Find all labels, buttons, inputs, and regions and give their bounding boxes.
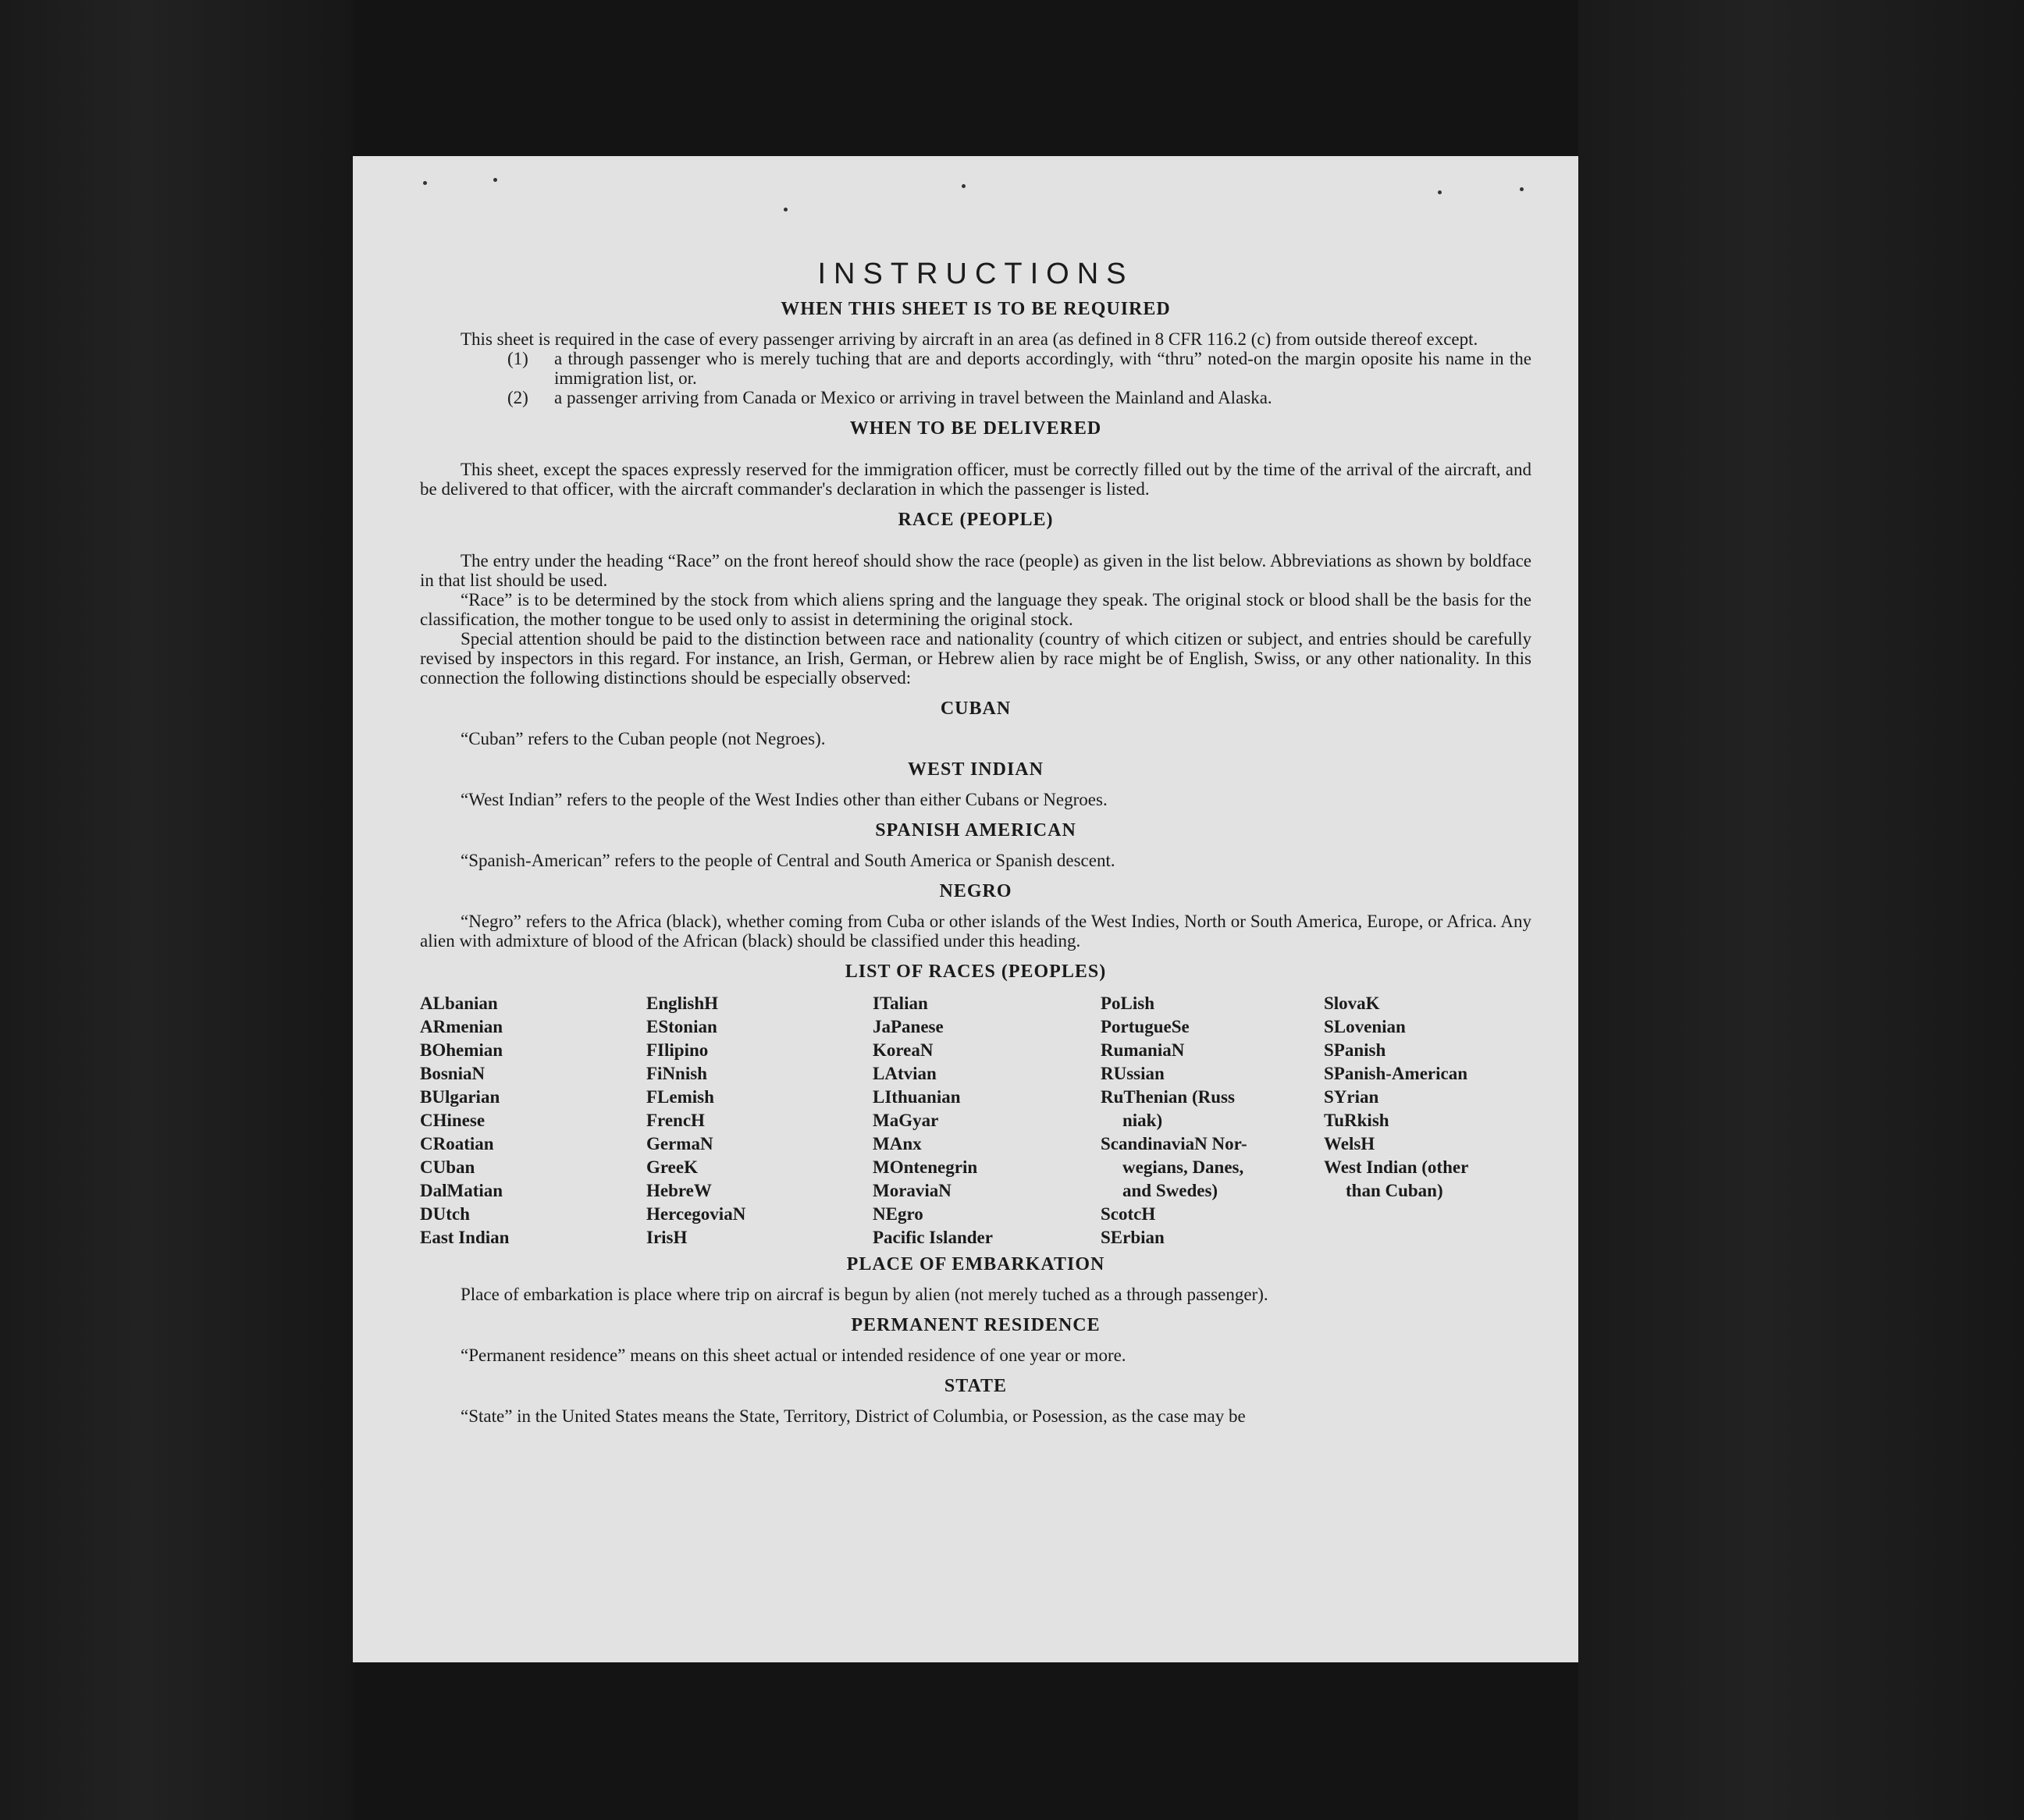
- races-list: [420, 992, 1531, 1249]
- race-entry: IrisH: [646, 1228, 688, 1247]
- item-number: (2): [507, 388, 528, 407]
- race-entry: SLovenian: [1324, 1017, 1406, 1036]
- race-entry: MAnx: [873, 1134, 922, 1153]
- race-entry-continued: niak): [1122, 1111, 1163, 1130]
- race-entry: ITalian: [873, 994, 928, 1013]
- race-entry: East Indian: [420, 1228, 510, 1247]
- race-entry: FrencH: [646, 1111, 705, 1130]
- race-entry: BUlgarian: [420, 1087, 500, 1107]
- section-heading-required: WHEN THIS SHEET IS TO BE REQUIRED: [781, 299, 1171, 319]
- race-entry: LAtvian: [873, 1064, 937, 1083]
- race-entry: LIthuanian: [873, 1087, 961, 1107]
- speck: [1520, 187, 1524, 191]
- race-entry: MoraviaN: [873, 1181, 952, 1200]
- race-entry: SPanish-American: [1324, 1064, 1467, 1083]
- race-entry: RumaniaN: [1101, 1040, 1185, 1060]
- delivered-text: This sheet, except the spaces expressly reserved for the immigration officer, must be correctly filled out by the time of the arrival of the aircraft, and be delivered to that officer, with the aircraft commander's declaration in which the passenger is listed.: [420, 460, 1531, 499]
- race-entry: PoLish: [1101, 994, 1155, 1013]
- embarkation-text: Place of embarkation is place where trip on aircraf is begun by alien (not merely tuched as a through passenger).: [461, 1285, 1268, 1304]
- section-heading-state: STATE: [944, 1376, 1008, 1396]
- race-entry: GermaN: [646, 1134, 713, 1153]
- spanish-american-text: “Spanish-American” refers to the people of Central and South America or Spanish descent.: [461, 851, 1115, 870]
- race-entry: RuThenian (Russ: [1101, 1087, 1235, 1107]
- race-entry: ScandinaviaN Nor-: [1101, 1134, 1247, 1153]
- race-entry: FLemish: [646, 1087, 714, 1107]
- race-entry: MaGyar: [873, 1111, 939, 1130]
- race-entry: WelsH: [1324, 1134, 1375, 1153]
- speck: [962, 184, 966, 188]
- race-entry: SPanish: [1324, 1040, 1386, 1060]
- race-entry: ARmenian: [420, 1017, 503, 1036]
- race-entry: FIlipino: [646, 1040, 709, 1060]
- required-item-2: [420, 388, 1531, 407]
- section-heading-spanish-american: SPANISH AMERICAN: [875, 820, 1076, 841]
- race-entry: DUtch: [420, 1204, 470, 1224]
- race-entry: CHinese: [420, 1111, 486, 1130]
- page-title: INSTRUCTIONS: [817, 258, 1134, 290]
- section-heading-residence: PERMANENT RESIDENCE: [851, 1315, 1101, 1335]
- race-entry: HercegoviaN: [646, 1204, 746, 1224]
- race-entry: SErbian: [1101, 1228, 1165, 1247]
- residence-text: “Permanent residence” means on this sheet actual or intended residence of one year or more.: [461, 1345, 1126, 1365]
- section-heading-embarkation: PLACE OF EMBARKATION: [846, 1254, 1105, 1274]
- race-entry: GreeK: [646, 1157, 698, 1177]
- race-entry: ALbanian: [420, 994, 498, 1013]
- speck: [423, 181, 427, 185]
- race-entry: BosniaN: [420, 1064, 486, 1083]
- race-entry: TuRkish: [1324, 1111, 1389, 1130]
- race-entry-continued: and Swedes): [1122, 1181, 1218, 1200]
- race-entry: RUssian: [1101, 1064, 1165, 1083]
- race-entry: West Indian (other: [1324, 1157, 1469, 1177]
- races-column-5: [1324, 992, 1527, 1249]
- race-entry: EnglishH: [646, 994, 719, 1013]
- document-page: [353, 156, 1578, 1662]
- race-entry: Pacific Islander: [873, 1228, 993, 1247]
- state-text: “State” in the United States means the State, Territory, District of Columbia, or Posession, as the case may be: [461, 1406, 1246, 1426]
- required-item-1: [420, 349, 1531, 388]
- race-entry: ScotcH: [1101, 1204, 1156, 1224]
- race-entry: SlovaK: [1324, 994, 1380, 1013]
- required-intro: This sheet is required in the case of every passenger arriving by aircraft in an area (as defined in 8 CFR 116.2 (c) from outside thereof except.: [461, 329, 1478, 349]
- race-paragraph: “Race” is to be determined by the stock from which aliens spring and the language they speak. The original stock or blood shall be the basis for the classification, the mother tongue to be used only to assist in determining the original stock.: [420, 590, 1531, 629]
- race-entry: JaPanese: [873, 1017, 944, 1036]
- speck: [784, 208, 788, 212]
- section-heading-cuban: CUBAN: [940, 698, 1012, 719]
- race-entry: HebreW: [646, 1181, 712, 1200]
- race-entry: BOhemian: [420, 1040, 503, 1060]
- race-entry: NEgro: [873, 1204, 923, 1224]
- race-entry: MOntenegrin: [873, 1157, 978, 1177]
- race-paragraph: The entry under the heading “Race” on the front hereof should show the race (people) as given in the list below. Abbreviations as shown by boldface in that list should be used.: [420, 551, 1531, 590]
- section-heading-west-indian: WEST INDIAN: [908, 759, 1044, 780]
- item-number: (1): [507, 349, 528, 368]
- section-heading-delivered: WHEN TO BE DELIVERED: [849, 418, 1102, 439]
- race-entry: KoreaN: [873, 1040, 934, 1060]
- item-text: a through passenger who is merely tuching that are and deports accordingly, with “thru” noted-on the margin oposite his name in the immigration list, or.: [554, 349, 1531, 388]
- race-paragraph: Special attention should be paid to the distinction between race and nationality (country of which citizen or subject, and entries should be carefully revised by inspectors in this regard. For instance, an Irish, German, or Hebrew alien by race might be of English, Swiss, or any other nationality. In this connection the following distinctions should be especially observed:: [420, 629, 1531, 688]
- races-column-1: [420, 992, 646, 1249]
- section-heading-list-of-races: LIST OF RACES (PEOPLES): [845, 962, 1107, 982]
- item-text: a passenger arriving from Canada or Mexico or arriving in travel between the Mainland and Alaska.: [554, 388, 1272, 407]
- section-heading-race: RACE (PEOPLE): [898, 510, 1054, 530]
- background-right: [1578, 0, 2024, 1820]
- races-column-4: [1101, 992, 1324, 1249]
- races-column-3: [873, 992, 1101, 1249]
- race-entry: PortugueSe: [1101, 1017, 1190, 1036]
- race-entry: CRoatian: [420, 1134, 494, 1153]
- background-left: [0, 0, 353, 1820]
- negro-text: “Negro” refers to the Africa (black), whether coming from Cuba or other islands of the West Indies, North or South America, Europe, or Africa. Any alien with admixture of blood of the African (black) should be classified under this heading.: [420, 912, 1531, 951]
- speck: [1438, 190, 1442, 194]
- race-entry-continued: wegians, Danes,: [1122, 1157, 1244, 1177]
- cuban-text: “Cuban” refers to the Cuban people (not Negroes).: [461, 729, 826, 748]
- race-entry: DalMatian: [420, 1181, 503, 1200]
- speck: [493, 178, 497, 182]
- race-entry-continued: than Cuban): [1346, 1181, 1443, 1200]
- section-heading-negro: NEGRO: [939, 881, 1012, 901]
- race-entry: FiNnish: [646, 1064, 707, 1083]
- race-entry: SYrian: [1324, 1087, 1379, 1107]
- race-entry: EStonian: [646, 1017, 717, 1036]
- race-entry: CUban: [420, 1157, 475, 1177]
- races-column-2: [646, 992, 873, 1249]
- west-indian-text: “West Indian” refers to the people of the West Indies other than either Cubans or Negroes.: [461, 790, 1108, 809]
